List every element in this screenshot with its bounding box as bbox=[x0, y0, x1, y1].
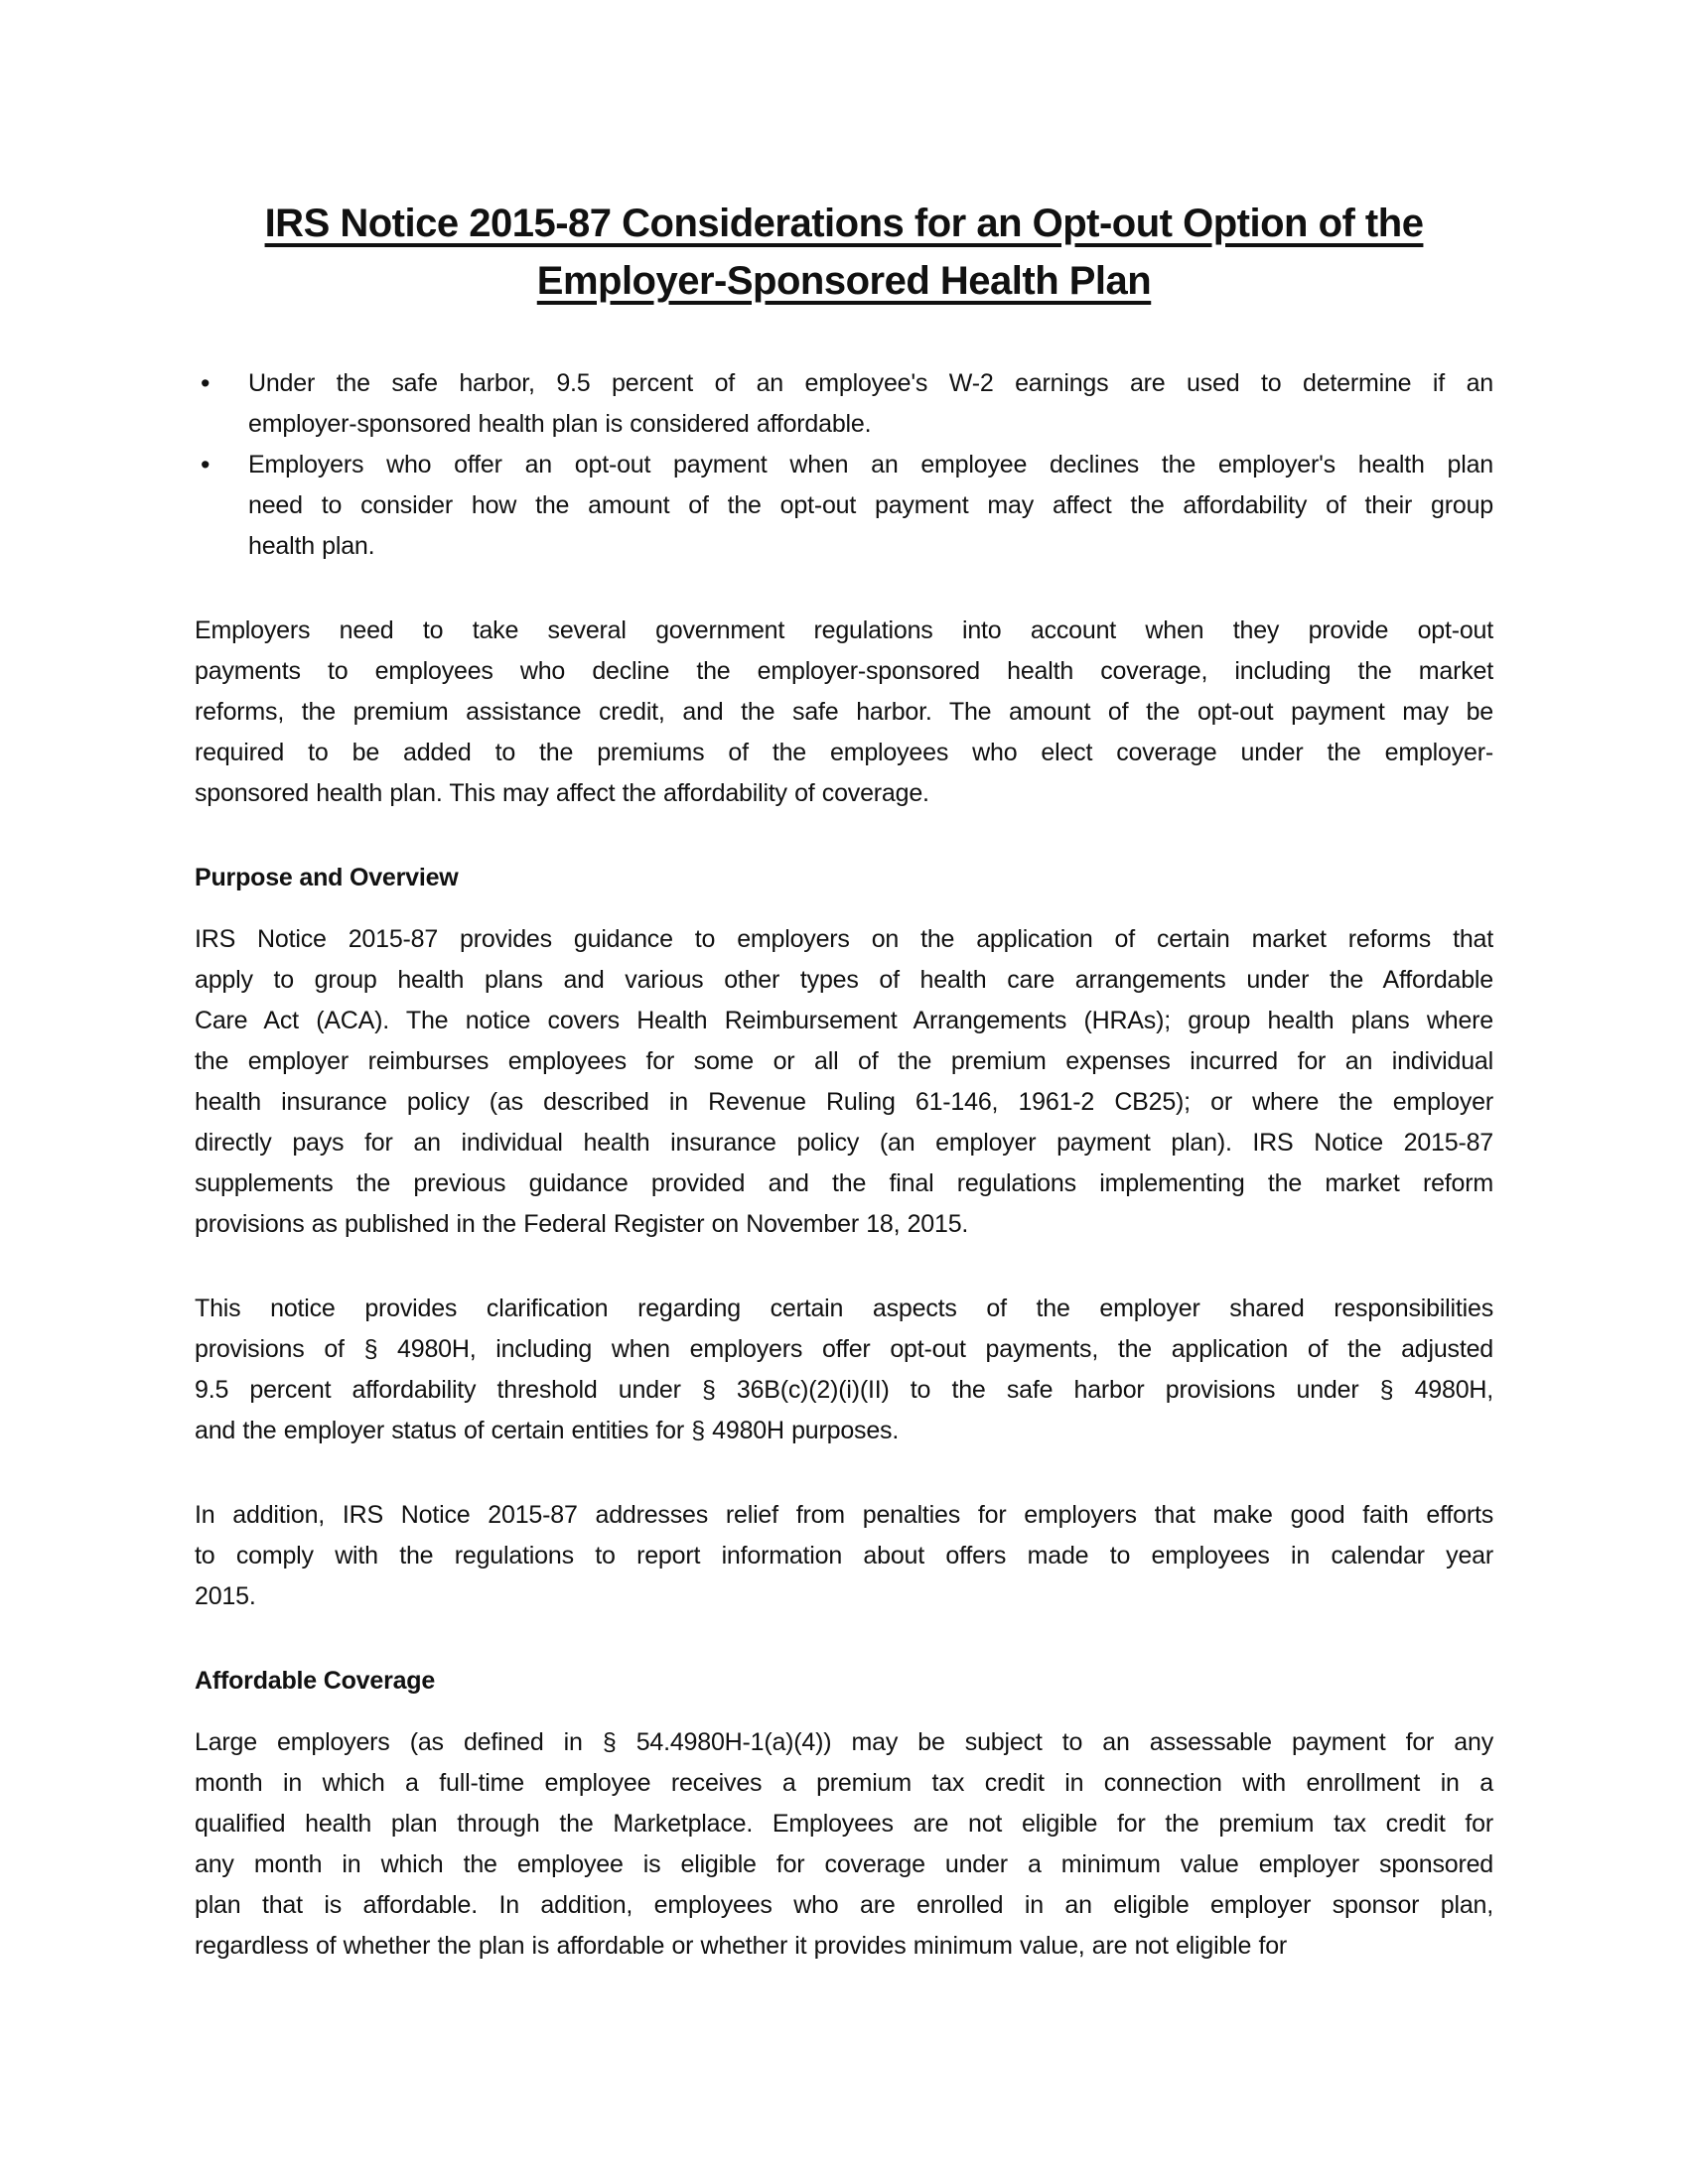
text-line: apply to group health plans and various other types of health care arrangements under the Affordable bbox=[195, 966, 1493, 994]
text-line: directly pays for an individual health insurance policy (an employer payment plan). IRS Notice 2015-87 bbox=[195, 1129, 1493, 1157]
text-line: need to consider how the amount of the opt-out payment may affect the affordability of their group bbox=[248, 491, 1493, 519]
paragraph-purpose-overview-3 bbox=[195, 1495, 1493, 1617]
text-line: reforms, the premium assistance credit, and the safe harbor. The amount of the opt-out payment may be bbox=[195, 698, 1493, 726]
text-line: 9.5 percent affordability threshold under § 36B(c)(2)(i)(II) to the safe harbor provisions under § 4980H, bbox=[195, 1376, 1493, 1404]
text-line: Under the safe harbor, 9.5 percent of an employee's W-2 earnings are used to determine if an bbox=[248, 369, 1493, 397]
text-line: employer-sponsored health plan is considered affordable. bbox=[248, 410, 872, 438]
bullet-text-safe-harbor bbox=[248, 363, 1493, 445]
text-line: In addition, IRS Notice 2015-87 addresses relief from penalties for employers that make good faith efforts bbox=[195, 1501, 1493, 1529]
text-line: Care Act (ACA). The notice covers Health Reimbursement Arrangements (HRAs); group health plans where bbox=[195, 1007, 1493, 1034]
summary-bullet-list bbox=[195, 363, 1493, 567]
text-line: Employers need to take several government regulations into account when they provide opt-out bbox=[195, 616, 1493, 644]
text-line: health insurance policy (as described in Revenue Ruling 61-146, 1961-2 CB25); or where the employer bbox=[195, 1088, 1493, 1116]
paragraph-affordable-coverage-1 bbox=[195, 1722, 1493, 1967]
bullet-item-safe-harbor bbox=[195, 363, 1493, 445]
bullet-item-opt-out-payment bbox=[195, 445, 1493, 567]
document-title-line-2: Employer-Sponsored Health Plan bbox=[536, 259, 1152, 303]
text-line: payments to employees who decline the employer-sponsored health coverage, including the market bbox=[195, 657, 1493, 685]
text-line: supplements the previous guidance provided and the final regulations implementing the market reform bbox=[195, 1169, 1493, 1197]
text-line: This notice provides clarification regarding certain aspects of the employer shared responsibilities bbox=[195, 1295, 1493, 1322]
text-line: any month in which the employee is eligible for coverage under a minimum value employer sponsored bbox=[195, 1850, 1493, 1878]
bullet-icon: • bbox=[201, 368, 211, 398]
text-line: IRS Notice 2015-87 provides guidance to employers on the application of certain market reforms that bbox=[195, 925, 1493, 953]
text-line: health plan. bbox=[248, 532, 375, 560]
heading-purpose-and-overview: Purpose and Overview bbox=[195, 864, 459, 891]
paragraph-intro bbox=[195, 611, 1493, 814]
text-line: plan that is affordable. In addition, employees who are enrolled in an eligible employer sponsor plan, bbox=[195, 1891, 1493, 1919]
text-line: and the employer status of certain entities for § 4980H purposes. bbox=[195, 1417, 900, 1444]
heading-affordable-coverage: Affordable Coverage bbox=[195, 1667, 436, 1695]
text-line: qualified health plan through the Marketplace. Employees are not eligible for the premium tax credit for bbox=[195, 1810, 1493, 1838]
document-title bbox=[195, 195, 1493, 310]
text-line: to comply with the regulations to report information about offers made to employees in calendar year bbox=[195, 1542, 1493, 1570]
paragraph-purpose-overview-1 bbox=[195, 919, 1493, 1245]
text-line: required to be added to the premiums of the employees who elect coverage under the employer- bbox=[195, 739, 1493, 766]
text-line: the employer reimburses employees for some or all of the premium expenses incurred for an individual bbox=[195, 1047, 1493, 1075]
text-line: regardless of whether the plan is affordable or whether it provides minimum value, are not eligible for bbox=[195, 1932, 1288, 1960]
text-line: month in which a full-time employee receives a premium tax credit in connection with enrollment in a bbox=[195, 1769, 1493, 1797]
text-line: 2015. bbox=[195, 1582, 256, 1610]
bullet-icon: • bbox=[201, 450, 211, 479]
paragraph-purpose-overview-2 bbox=[195, 1289, 1493, 1451]
text-line: provisions as published in the Federal Register on November 18, 2015. bbox=[195, 1210, 969, 1238]
text-line: provisions of § 4980H, including when employers offer opt-out payments, the application of the adjusted bbox=[195, 1335, 1493, 1363]
text-line: sponsored health plan. This may affect the affordability of coverage. bbox=[195, 779, 929, 807]
text-line: Large employers (as defined in § 54.4980H-1(a)(4)) may be subject to an assessable payment for any bbox=[195, 1728, 1493, 1756]
bullet-text-opt-out-payment bbox=[248, 445, 1493, 567]
text-line: Employers who offer an opt-out payment when an employee declines the employer's health plan bbox=[248, 451, 1493, 478]
document-title-line-1: IRS Notice 2015-87 Considerations for an Opt-out Option of the bbox=[264, 202, 1424, 245]
